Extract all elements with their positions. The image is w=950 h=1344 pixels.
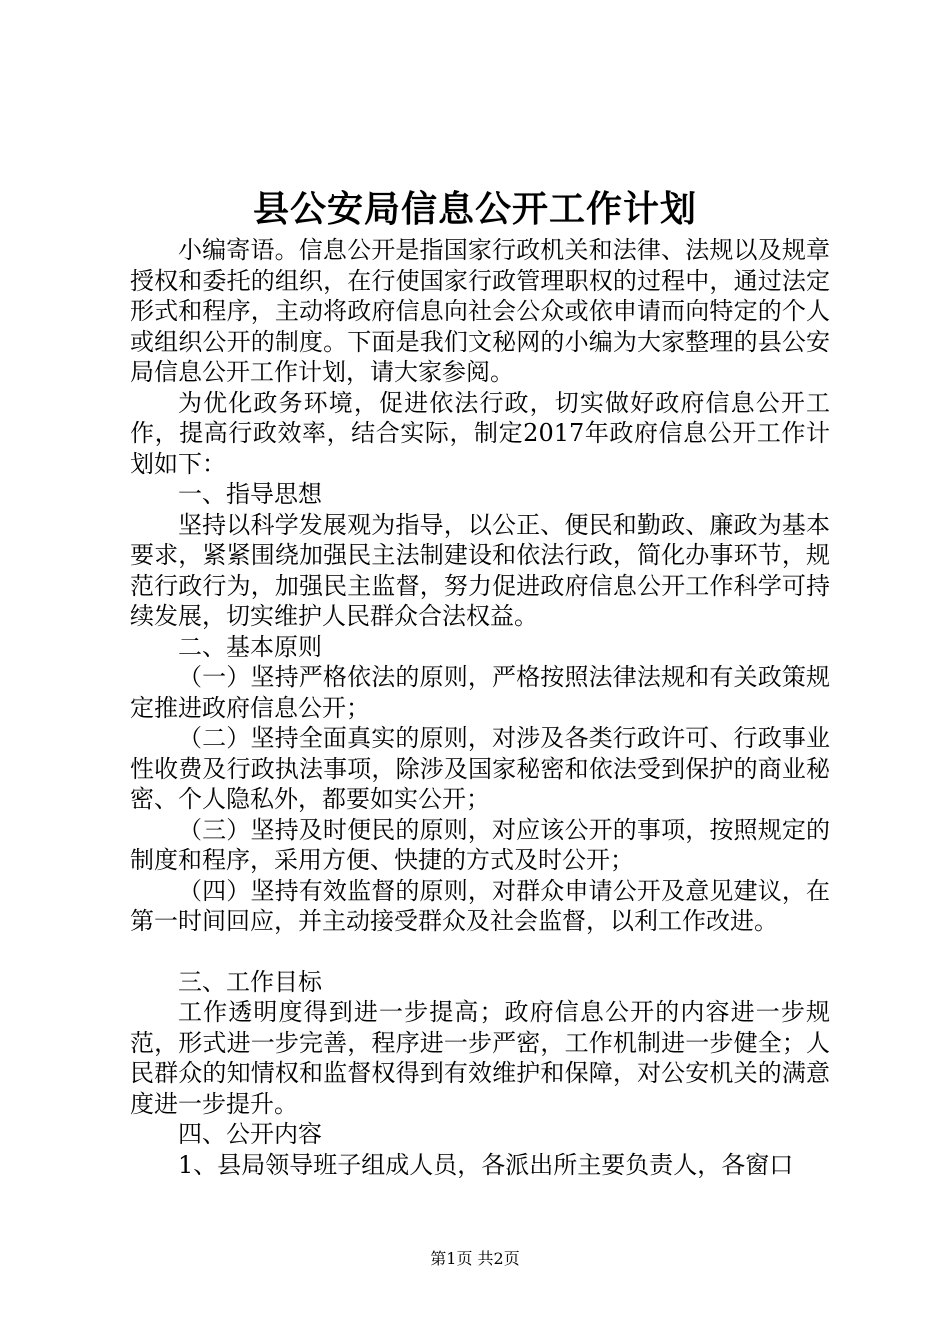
paragraph-intro: 小编寄语。信息公开是指国家行政机关和法律、法规以及规章授权和委托的组织，在行使国家行政管理职权的过程中，通过法定形式和程序，主动将政府信息向社会公众或依申请而向特定的个人或组织公开的制度。下面是我们文秘网的小编为大家整理的县公安局信息公开工作计划，请大家参阅。 [130, 236, 830, 386]
document-body [130, 235, 830, 1180]
paragraph-principle-2: （二）坚持全面真实的原则，对涉及各类行政许可、行政事业性收费及行政执法事项，除涉及国家秘密和依法受到保护的商业秘密、个人隐私外，都要如实公开； [130, 724, 830, 813]
section-heading-basic-principles: 二、基本原则 [178, 632, 322, 661]
paragraph-preface: 为优化政务环境，促进依法行政，切实做好政府信息公开工作，提高行政效率，结合实际，制定2017年政府信息公开工作计划如下： [130, 388, 830, 478]
document-title: 县公安局信息公开工作计划 [252, 188, 697, 230]
section-heading-disclosure-content: 四、公开内容 [178, 1120, 322, 1148]
paragraph-principle-4: （四）坚持有效监督的原则，对群众申请公开及意见建议，在第一时间回应，并主动接受群众及社会监督，以利工作改进。 [130, 876, 830, 935]
section-heading-work-goals: 三、工作目标 [178, 967, 322, 996]
paragraph-disclosure-item-1: 1、县局领导班子组成人员，各派出所主要负责人，各窗口 [178, 1150, 794, 1179]
page-number-footer: 第1页 共2页 [430, 1249, 520, 1268]
paragraph-work-goals: 工作透明度得到进一步提高；政府信息公开的内容进一步规范，形式进一步完善，程序进一步严密，工作机制进一步健全；人民群众的知情权和监督权得到有效维护和保障，对公安机关的满意度进一步提升。 [130, 998, 830, 1118]
paragraph-principle-3: （三）坚持及时便民的原则，对应该公开的事项，按照规定的制度和程序，采用方便、快捷的方式及时公开； [130, 815, 830, 874]
paragraph-principle-1: （一）坚持严格依法的原则，严格按照法律法规和有关政策规定推进政府信息公开； [130, 663, 830, 722]
section-heading-guiding-ideology: 一、指导思想 [178, 480, 322, 508]
paragraph-guiding-ideology: 坚持以科学发展观为指导，以公正、便民和勤政、廉政为基本要求，紧紧围绕加强民主法制建设和依法行政，简化办事环节，规范行政行为，加强民主监督，努力促进政府信息公开工作科学可持续发展，切实维护人民群众合法权益。 [130, 510, 830, 630]
